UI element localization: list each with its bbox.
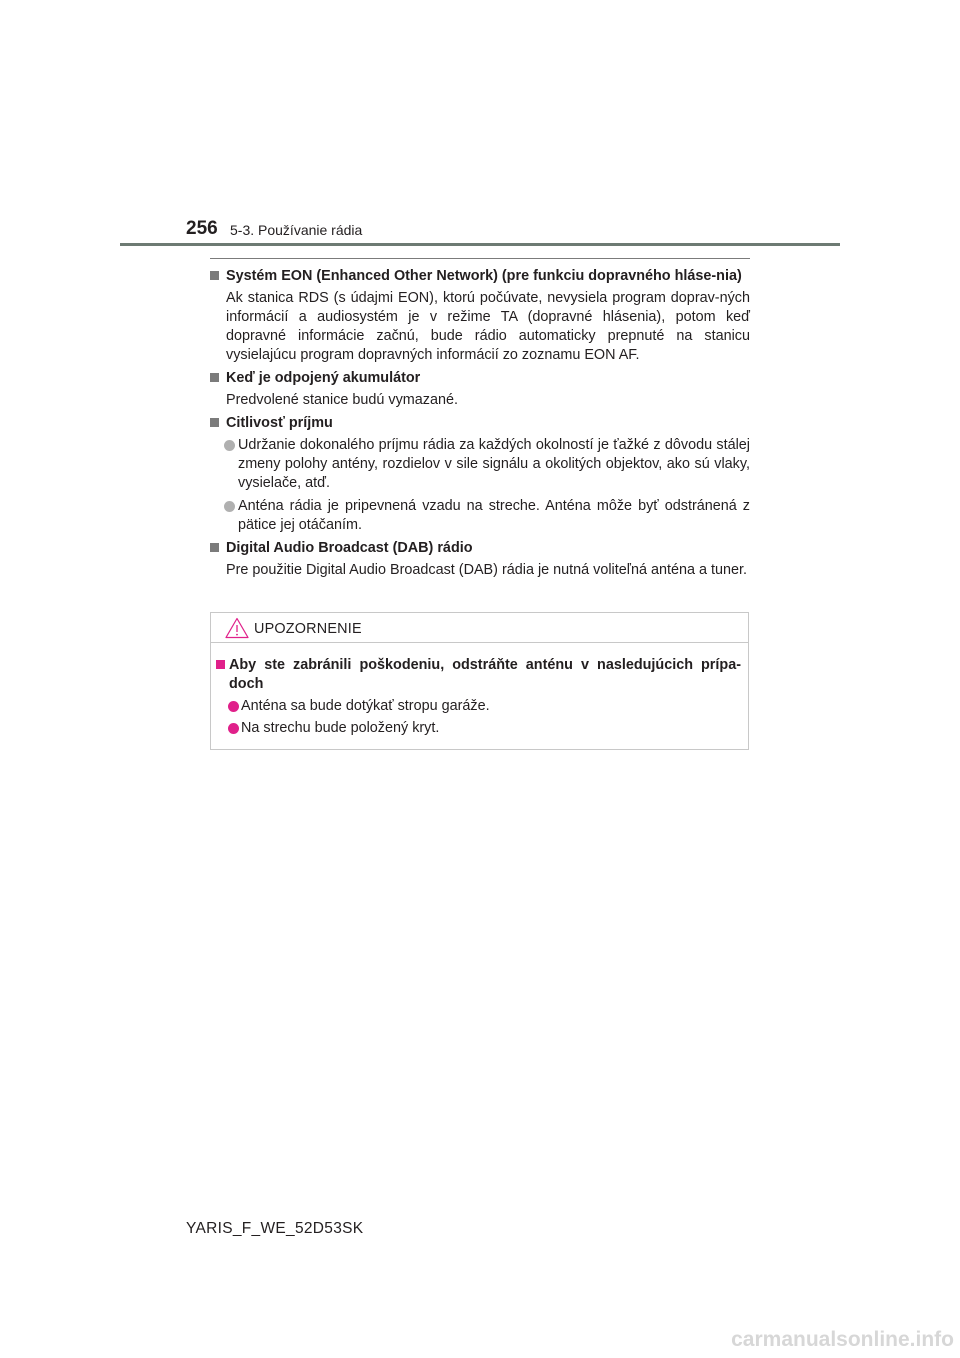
section-body: Ak stanica RDS (s údajmi EON), ktorú počúvate, nevysiela program doprav-ných informácií a audiosystém je v režime TA (dopravné hlásenia), potom keď dopravné informácie začnú, bude rádio automaticky prepnuté na stanicu vysielajúcu program dopravných informácií zo zoznamu EON AF.	[226, 290, 750, 363]
round-bullet-icon	[224, 501, 235, 512]
section-body: Pre použitie Digital Audio Broadcast (DAB) rádia je nutná voliteľná anténa a tuner.	[226, 562, 747, 578]
section-heading-text: Systém EON (Enhanced Other Network) (pre funkciu dopravného hláse-nia)	[226, 268, 742, 284]
section-heading	[210, 369, 750, 388]
section-heading-text: Digital Audio Broadcast (DAB) rádio	[226, 540, 473, 556]
round-bullet-icon	[228, 701, 239, 712]
section-battery	[210, 369, 750, 410]
header-divider	[120, 243, 840, 246]
section-eon	[210, 258, 750, 365]
page-number: 256	[186, 218, 218, 239]
square-bullet-icon	[216, 660, 225, 669]
warning-heading-text: Aby ste zabránili poškodeniu, odstráňte anténu v nasledujúcich prípa-doch	[229, 657, 741, 692]
main-content	[210, 258, 750, 580]
watermark: carmanualsonline.info	[731, 1328, 954, 1351]
section-dab	[210, 539, 750, 580]
round-bullet-icon	[228, 723, 239, 734]
square-bullet-icon	[210, 418, 219, 427]
warning-triangle-icon	[225, 617, 249, 639]
list-item-text: Anténa rádia je pripevnená vzadu na streche. Anténa môže byť odstránená z pätice jej otáčaním.	[238, 498, 750, 533]
section-heading	[210, 414, 750, 433]
square-bullet-icon	[210, 373, 219, 382]
list-item	[210, 497, 750, 535]
warning-list-item-text: Anténa sa bude dotýkať stropu garáže.	[241, 698, 490, 714]
section-heading	[210, 267, 750, 286]
warning-list-item	[213, 697, 741, 716]
chapter-title: 5-3. Používanie rádia	[230, 222, 363, 238]
document-code-footer: YARIS_F_WE_52D53SK	[186, 1220, 364, 1237]
warning-title-row	[211, 613, 748, 643]
warning-list-item-text: Na strechu bude položený kryt.	[241, 720, 440, 736]
square-bullet-icon	[210, 271, 219, 280]
warning-box	[210, 612, 749, 750]
list-item	[210, 436, 750, 493]
page-header	[186, 214, 746, 244]
section-heading-text: Citlivosť príjmu	[226, 415, 333, 431]
section-reception	[210, 414, 750, 535]
list-item-text: Udržanie dokonalého príjmu rádia za každých okolností je ťažké z dôvodu stálej zmeny polohy antény, rozdielov v sile signálu a okolitých objektov, ako sú vlaky, vysielače, atď.	[238, 437, 750, 491]
section-heading-text: Keď je odpojený akumulátor	[226, 370, 421, 386]
section-body: Predvolené stanice budú vymazané.	[226, 392, 458, 408]
square-bullet-icon	[210, 543, 219, 552]
section-heading	[210, 539, 750, 558]
warning-title: UPOZORNENIE	[254, 621, 362, 637]
warning-body	[211, 656, 747, 738]
round-bullet-icon	[224, 440, 235, 451]
warning-list-item	[213, 719, 741, 738]
warning-heading	[213, 656, 741, 694]
